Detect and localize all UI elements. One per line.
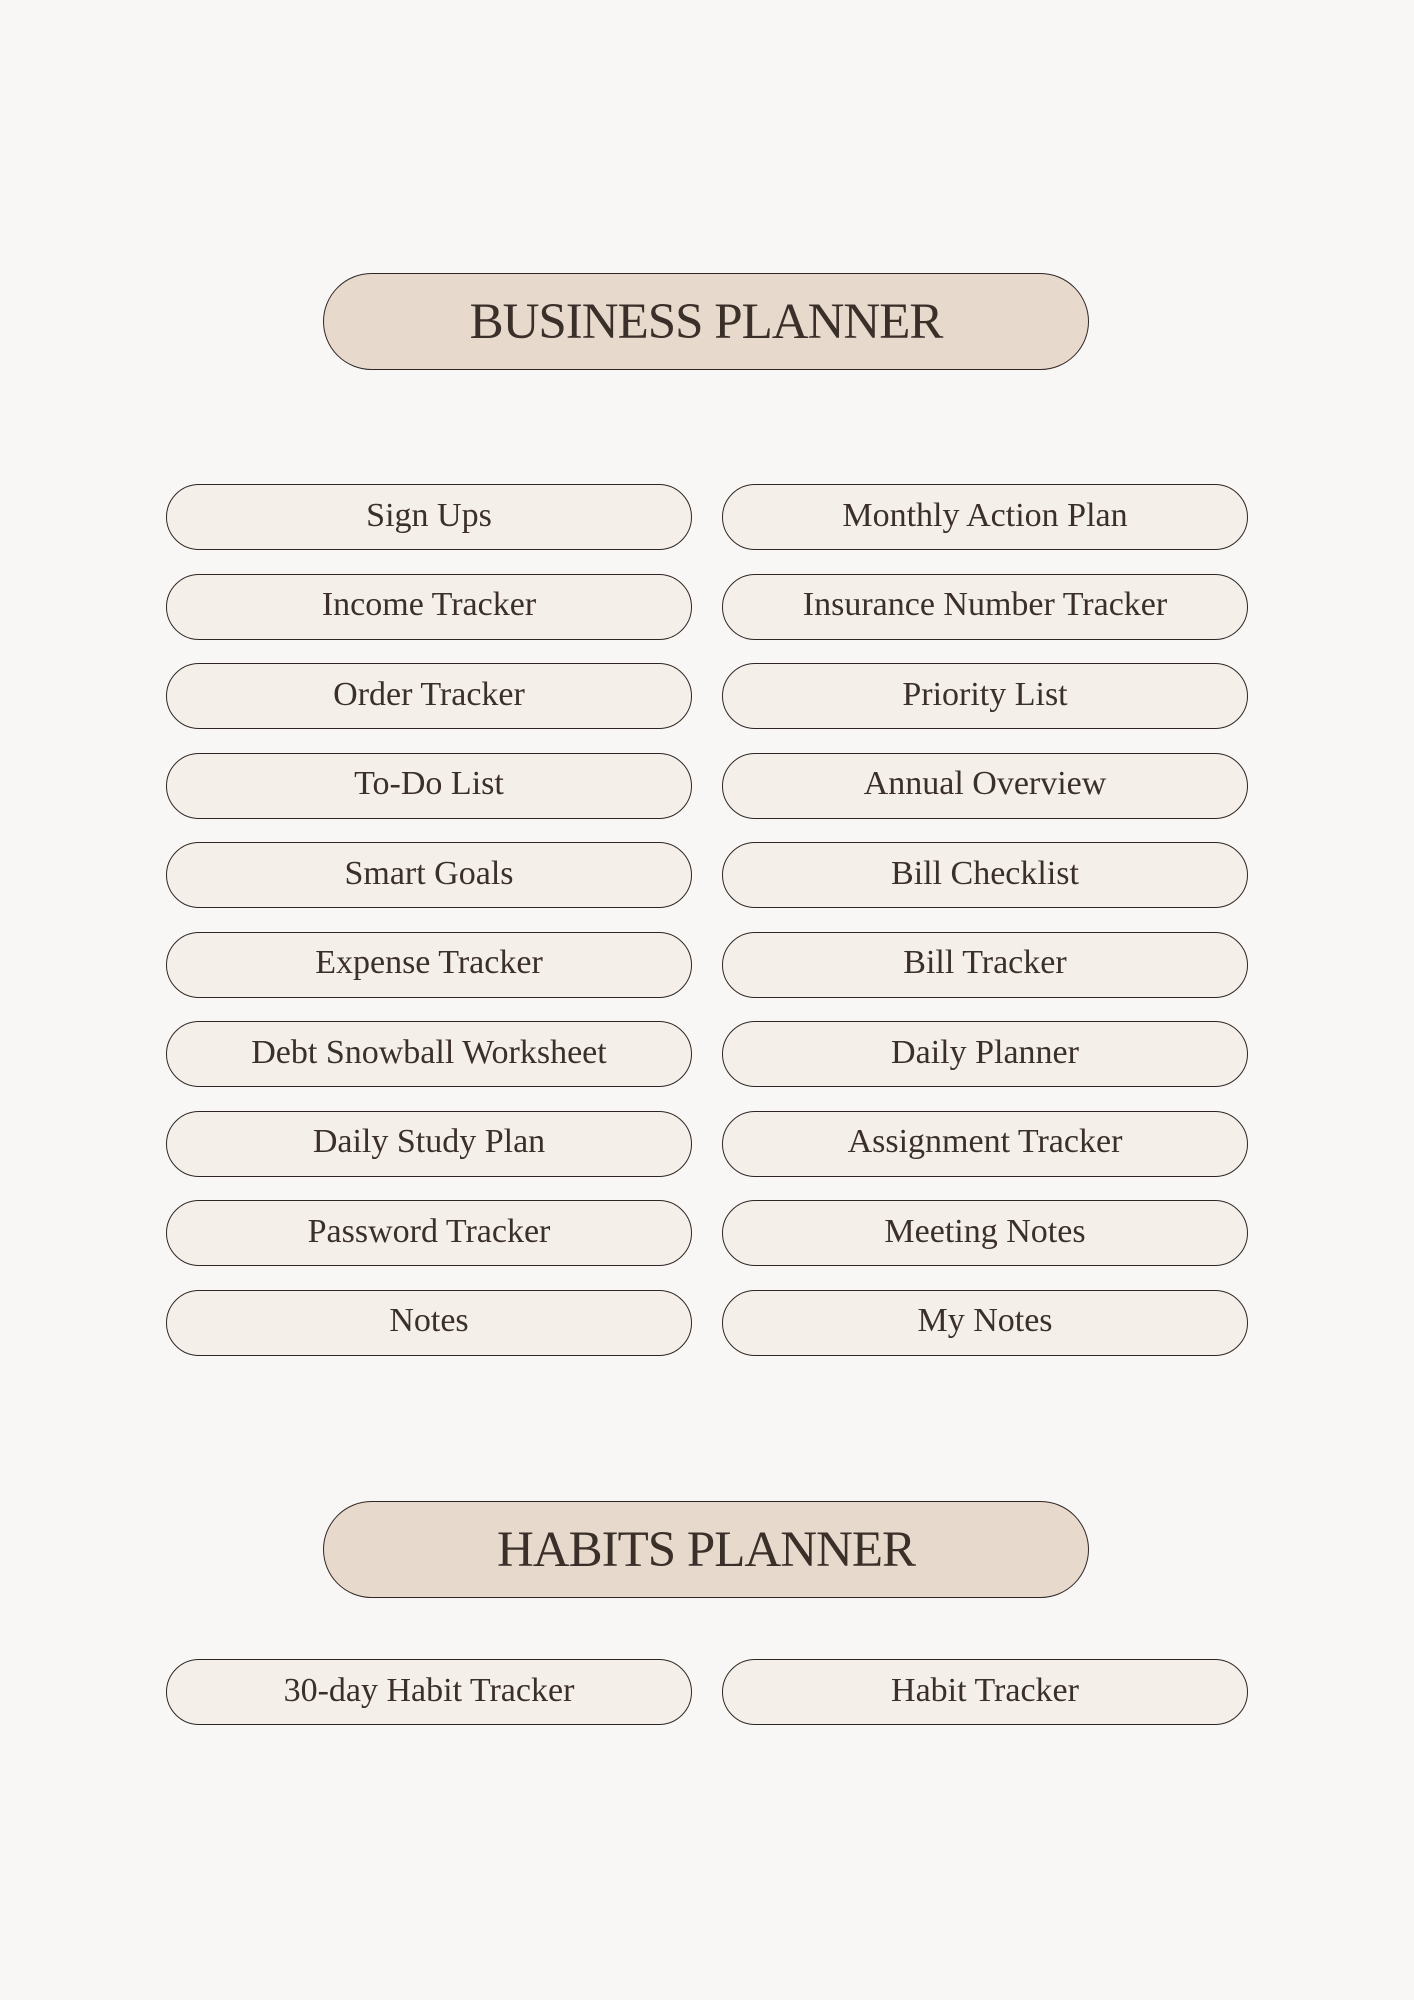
- link-my-notes[interactable]: My Notes: [722, 1290, 1248, 1356]
- link-order-tracker[interactable]: Order Tracker: [166, 663, 692, 729]
- link-priority-list[interactable]: Priority List: [722, 663, 1248, 729]
- link-habit-tracker[interactable]: Habit Tracker: [722, 1659, 1248, 1725]
- business-planner-header[interactable]: BUSINESS PLANNER: [323, 273, 1089, 370]
- link-bill-checklist[interactable]: Bill Checklist: [722, 842, 1248, 908]
- link-notes[interactable]: Notes: [166, 1290, 692, 1356]
- link-annual-overview[interactable]: Annual Overview: [722, 753, 1248, 819]
- link-bill-tracker[interactable]: Bill Tracker: [722, 932, 1248, 998]
- link-debt-snowball-worksheet[interactable]: Debt Snowball Worksheet: [166, 1021, 692, 1087]
- link-password-tracker[interactable]: Password Tracker: [166, 1200, 692, 1266]
- habits-planner-links: [166, 1659, 1248, 1725]
- link-to-do-list[interactable]: To-Do List: [166, 753, 692, 819]
- link-daily-study-plan[interactable]: Daily Study Plan: [166, 1111, 692, 1177]
- link-meeting-notes[interactable]: Meeting Notes: [722, 1200, 1248, 1266]
- link-insurance-number-tracker[interactable]: Insurance Number Tracker: [722, 574, 1248, 640]
- habits-planner-header[interactable]: HABITS PLANNER: [323, 1501, 1089, 1598]
- link-income-tracker[interactable]: Income Tracker: [166, 574, 692, 640]
- link-expense-tracker[interactable]: Expense Tracker: [166, 932, 692, 998]
- link-30-day-habit-tracker[interactable]: 30-day Habit Tracker: [166, 1659, 692, 1725]
- link-sign-ups[interactable]: Sign Ups: [166, 484, 692, 550]
- business-planner-links: [166, 484, 1248, 1356]
- link-daily-planner[interactable]: Daily Planner: [722, 1021, 1248, 1087]
- link-smart-goals[interactable]: Smart Goals: [166, 842, 692, 908]
- link-monthly-action-plan[interactable]: Monthly Action Plan: [722, 484, 1248, 550]
- link-assignment-tracker[interactable]: Assignment Tracker: [722, 1111, 1248, 1177]
